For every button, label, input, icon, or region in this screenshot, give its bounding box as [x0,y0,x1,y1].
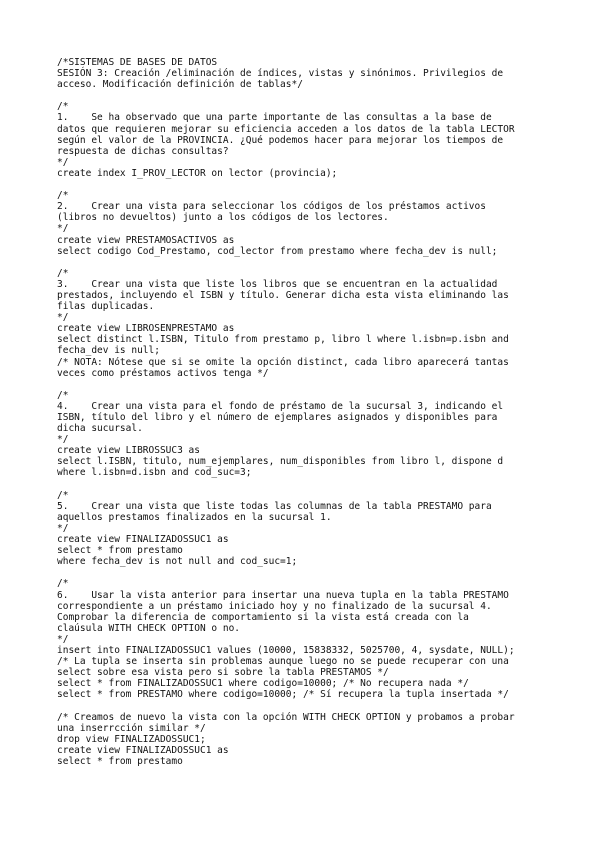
text-line: (libros no devueltos) junto a los códigos de los lectores. [57,212,389,224]
text-line: 5. Crear una vista que liste todas las columnas de la tabla PRESTAMO para [57,500,492,512]
text-line: create view LIBROSENPRESTAMO as [57,323,235,335]
blank-line [57,257,567,268]
text-line: aquellos prestamos finalizados en la sucursal 1. [57,511,332,523]
text-line: acceso. Modificación definición de tablas*/ [57,79,303,91]
text-line: /* [57,101,69,113]
text-line: create view LIBROSSUC3 as [57,445,200,457]
text-line: /* [57,267,69,279]
text-line: create view PRESTAMOSACTIVOS as [57,234,235,246]
text-line: dicha sucursal. [57,423,143,435]
text-line: */ [57,434,69,446]
text-line: claúsula WITH CHECK OPTION o no. [57,622,241,634]
text-line: 6. Usar la vista anterior para insertar una nueva tupla en la tabla PRESTAMO [57,589,509,601]
blank-line [57,379,567,390]
text-line: 3. Crear una vista que liste los libros que se encuentran en la actualidad [57,278,498,290]
text-line: /* [57,190,69,202]
text-line: drop view FINALIZADOSSUC1; [57,733,206,745]
text-line: SESIÓN 3: Creación /eliminación de índices, vistas y sinónimos. Privilegios de [57,68,504,80]
text-line: correspondiente a un préstamo iniciado hoy y no finalizado de la sucursal 4. [57,600,492,612]
text-line: 4. Crear una vista para el fondo de préstamo de la sucursal 3, indicando el [57,400,504,412]
text-line: /* Creamos de nuevo la vista con la opción WITH CHECK OPTION y probamos a probar [57,711,515,723]
text-line: /* [57,389,69,401]
text-line: datos que requieren mejorar su eficiencia acceden a los datos de la tabla LECTOR [57,123,515,135]
text-line: */ [57,312,69,324]
text-line: /* La tupla se inserta sin problemas aunque luego no se puede recuperar con una [57,656,509,668]
text-line: select * from FINALIZADOSSUC1 where codigo=10000; /* No recupera nada */ [57,678,469,690]
text-line: veces como préstamos activos tenga */ [57,367,269,379]
text-line: según el valor de la PROVINCIA. ¿Qué podemos hacer para mejorar los tiempos de [57,134,504,146]
text-line: ISBN, título del libro y el número de ejemplares asignados y disponibles para [57,412,498,423]
text-line: select l.ISBN, titulo, num_ejemplares, num_disponibles from libro l, dispone d [57,456,504,468]
text-line: /* [57,578,69,590]
text-line: fecha_dev is null; [57,345,160,357]
blank-line [57,90,567,101]
text-line: create index I_PROV_LECTOR on lector (provincia); [57,167,338,179]
text-line: where l.isbn=d.isbn and cod_suc=3; [57,467,252,479]
text-line: */ [57,522,69,534]
text-line: select sobre esa vista pero si sobre la tabla PRESTAMOS */ [57,667,389,679]
text-line: Comprobar la diferencia de comportamiento si la vista está creada con la [57,611,469,623]
text-line: select * from PRESTAMO where codigo=10000; /* Sí recupera la tupla insertada */ [57,689,509,701]
text-line: select distinct l.ISBN, Titulo from prestamo p, libro l where l.isbn=p.isbn and [57,334,509,346]
text-line: create view FINALIZADOSSUC1 as [57,744,229,756]
text-line: select * from prestamo [57,755,183,767]
text-line: create view FINALIZADOSSUC1 as [57,534,229,546]
blank-line [57,567,567,578]
text-line: /* [57,489,69,501]
text-line: 2. Crear una vista para seleccionar los códigos de los préstamos activos [57,201,486,213]
text-line: /* NOTA: Nótese que si se omite la opción distinct, cada libro aparecerá tantas [57,356,509,368]
text-line: where fecha_dev is not null and cod_suc=1; [57,556,298,568]
text-line: 1. Se ha observado que una parte importante de las consultas a la base de [57,112,492,124]
text-line: prestados, incluyendo el ISBN y título. Generar dicha esta vista eliminando las [57,289,509,301]
text-line: select * from prestamo [57,545,183,557]
blank-line [57,700,567,711]
blank-line [57,479,567,490]
text-line: */ [57,633,69,645]
blank-line [57,179,567,190]
text-line: filas duplicadas. [57,301,155,313]
text-line: */ [57,223,69,235]
text-line: /*SISTEMAS DE BASES DE DATOS [57,57,218,68]
text-line: */ [57,156,69,168]
text-line: insert into FINALIZADOSSUC1 values (10000, 15838332, 5025700, 4, sysdate, NULL); [57,644,515,656]
text-line: respuesta de dichas consultas? [57,145,229,157]
text-line: una inserrcción similar */ [57,722,206,734]
sql-script-text [57,57,567,767]
text-line: select codigo Cod_Prestamo, cod_lector from prestamo where fecha_dev is null; [57,245,498,257]
